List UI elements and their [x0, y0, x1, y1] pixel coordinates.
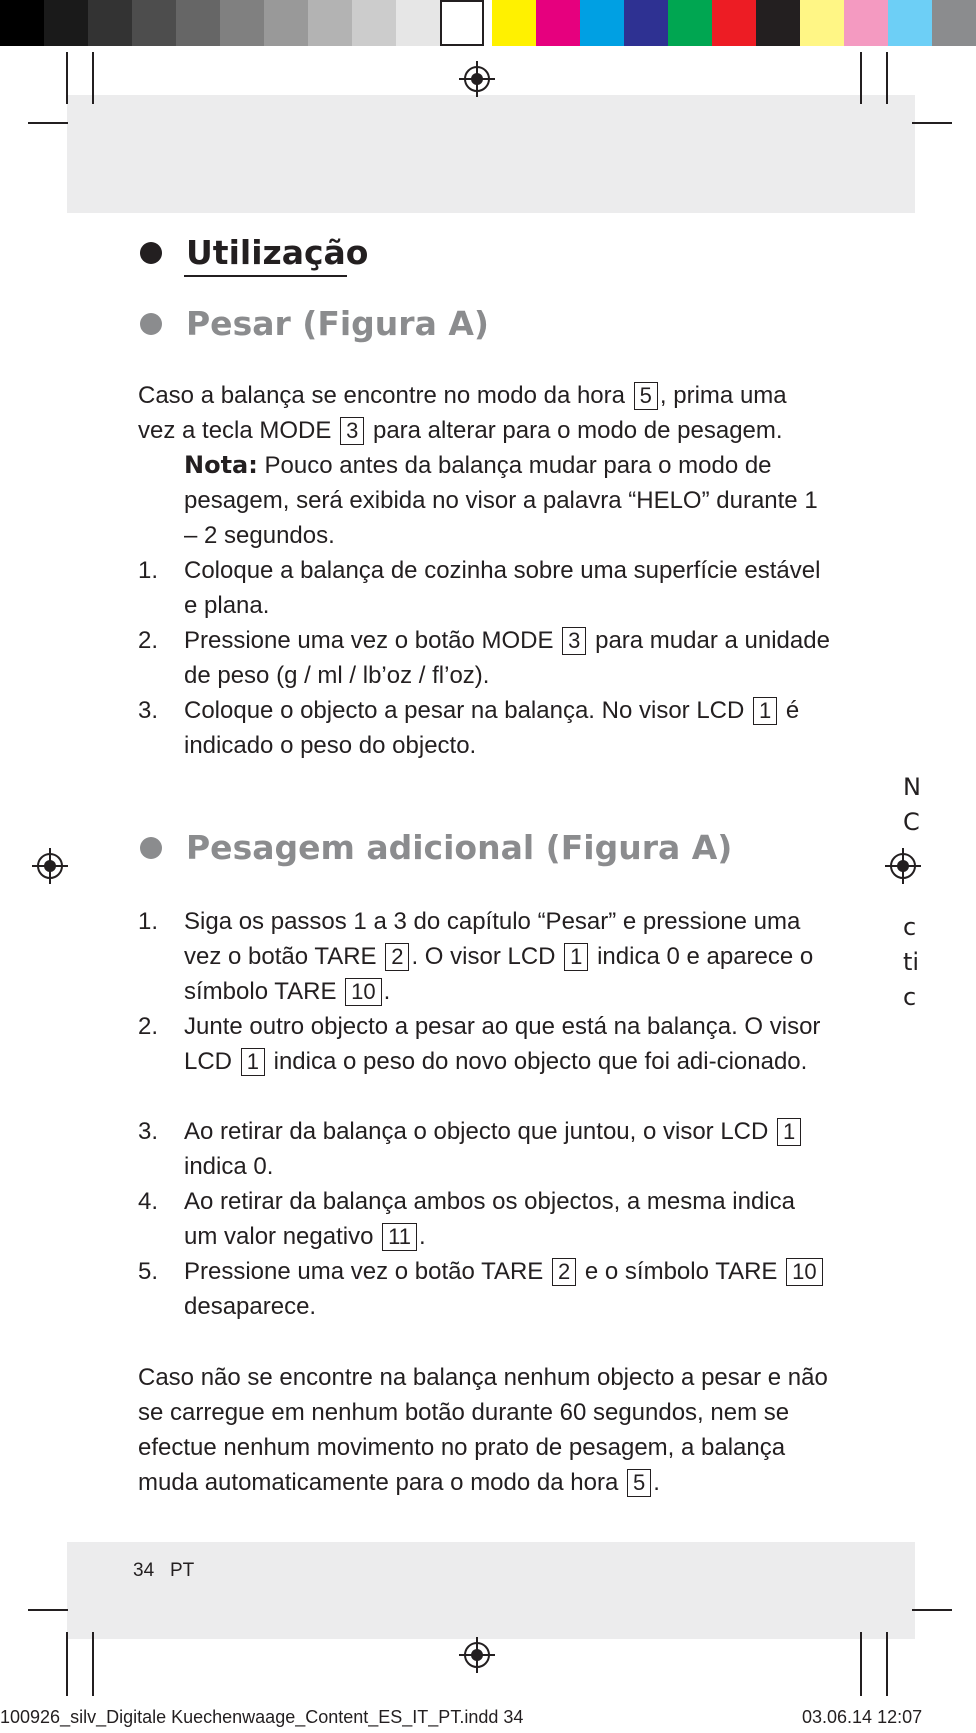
- intro-paragraph: Caso a balança se encontre no modo da hora 5 , prima uma vez a tecla MODE 3 para alterar para o modo de pesagem.: [138, 382, 787, 444]
- file-slug: 100926_silv_Digitale Kuechenwaage_Content_ES_IT_PT.indd 34: [0, 1707, 524, 1727]
- ref-number: 2: [385, 943, 409, 971]
- registration-mark-icon: [885, 848, 921, 884]
- crop-mark: [912, 1609, 952, 1611]
- cut-off-text: c: [903, 913, 917, 941]
- ref-number: 2: [552, 1258, 576, 1286]
- note-label: Nota:: [184, 451, 258, 479]
- color-swatch: [668, 0, 712, 46]
- heading-underline: [184, 275, 347, 277]
- crop-mark: [860, 52, 862, 104]
- color-swatch: [580, 0, 624, 46]
- color-swatch: [536, 0, 580, 46]
- color-swatch: [440, 0, 484, 46]
- section-heading-additional-weighing: [140, 828, 732, 867]
- color-swatch: [88, 0, 132, 46]
- section-heading-weigh: [140, 304, 489, 343]
- bullet-icon: [140, 837, 162, 859]
- bullet-icon: [140, 313, 162, 335]
- color-swatch: [0, 0, 44, 46]
- ref-number: 11: [382, 1223, 417, 1251]
- registration-mark-icon: [459, 1637, 495, 1673]
- crop-mark: [66, 1632, 68, 1696]
- color-swatch: [396, 0, 440, 46]
- ref-number: 3: [562, 627, 586, 655]
- cut-off-text: C: [903, 808, 920, 836]
- footer-band: [67, 1542, 915, 1639]
- page-number: 34 PT: [133, 1560, 195, 1581]
- closing-paragraph: Caso não se encontre na balança nenhum objecto a pesar e não se carregue em nenhum botão durante 60 segundos, nem se efectue nenhum movimento no prato de pesagem, a balança muda automaticamente para o modo da hora 5 .: [138, 1364, 828, 1496]
- color-swatch: [888, 0, 932, 46]
- color-swatch: [264, 0, 308, 46]
- ref-number: 10: [345, 978, 381, 1006]
- cut-off-text: c: [903, 983, 917, 1011]
- color-swatch: [800, 0, 844, 46]
- color-swatch: [44, 0, 88, 46]
- color-swatch: [220, 0, 264, 46]
- crop-mark: [860, 1632, 862, 1696]
- color-swatch: [712, 0, 756, 46]
- color-swatch: [844, 0, 888, 46]
- color-swatch: [756, 0, 800, 46]
- ref-number: 1: [753, 697, 777, 725]
- ref-number: 3: [340, 417, 364, 445]
- crop-mark: [886, 1632, 888, 1696]
- color-swatch: [352, 0, 396, 46]
- ref-number: 1: [564, 943, 588, 971]
- ref-number: 10: [786, 1258, 822, 1286]
- ref-number: 5: [627, 1469, 651, 1497]
- ref-number: 1: [777, 1118, 801, 1146]
- color-swatch: [176, 0, 220, 46]
- color-swatch: [932, 0, 976, 46]
- color-swatch: [492, 0, 536, 46]
- crop-mark: [886, 52, 888, 104]
- color-swatch: [132, 0, 176, 46]
- heading-text: Utilização: [186, 233, 369, 272]
- heading-text: Pesagem adicional (Figura A): [186, 828, 733, 867]
- crop-mark: [92, 52, 94, 104]
- cut-off-text: ti: [903, 948, 920, 976]
- language-code: PT: [169, 1560, 195, 1581]
- registration-mark-icon: [32, 848, 68, 884]
- ref-number: 1: [241, 1048, 265, 1076]
- crop-mark: [66, 52, 68, 104]
- color-swatch: [624, 0, 668, 46]
- registration-mark-icon: [459, 61, 495, 97]
- file-date: 03.06.14 12:07: [802, 1707, 923, 1727]
- heading-text: Pesar (Figura A): [186, 304, 489, 343]
- bullet-icon: [140, 242, 162, 264]
- header-band: [67, 95, 915, 213]
- crop-mark: [28, 1609, 68, 1611]
- crop-mark: [28, 122, 68, 124]
- cut-off-text: N: [903, 773, 921, 801]
- note-paragraph: Nota: Pouco antes da balança mudar para o modo de pesagem, será exibida no visor a palavra “HELO” durante 1 – 2 segundos.: [184, 451, 818, 549]
- crop-mark: [92, 1632, 94, 1696]
- color-calibration-bar: [0, 0, 976, 46]
- color-swatch: [308, 0, 352, 46]
- section-heading-usage: [140, 233, 368, 272]
- crop-mark: [912, 122, 952, 124]
- ref-number: 5: [634, 382, 658, 410]
